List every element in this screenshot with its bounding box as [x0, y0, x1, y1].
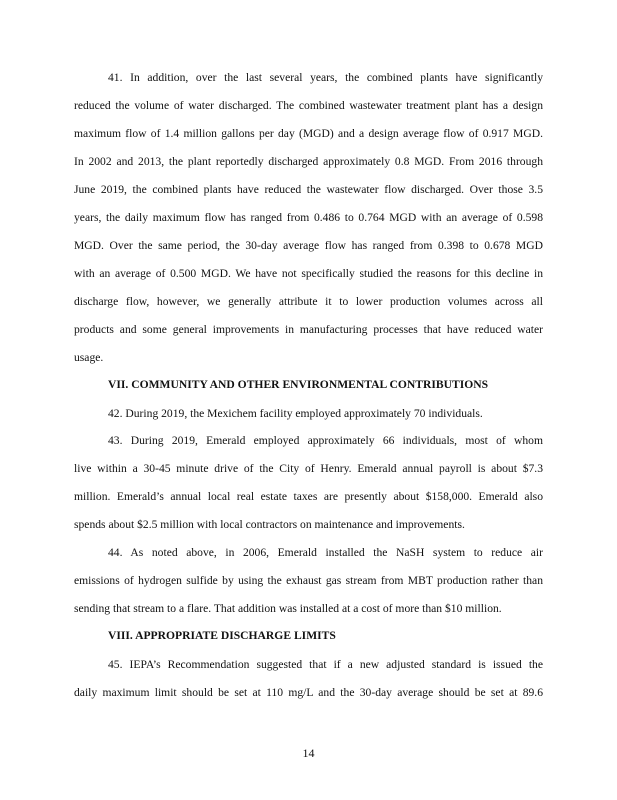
paragraph-41-line-3: maximum flow of 1.4 million gallons per day (MGD) and a design average flow of 0.917 MGD.: [74, 127, 543, 140]
paragraph-45-line-1: 45. IEPA’s Recommendation suggested that if a new adjusted standard is issued the: [108, 658, 543, 671]
paragraph-41-line-11: usage.: [74, 351, 104, 364]
paragraph-43-line-2: live within a 30-45 minute drive of the City of Henry. Emerald annual payroll is about $7.3: [74, 462, 543, 475]
paragraph-41-line-9: discharge flow, however, we generally attribute it to lower production volumes across all: [74, 295, 543, 308]
paragraph-43-line-4: spends about $2.5 million with local contractors on maintenance and improvements.: [74, 518, 465, 531]
section-heading-vii: VII. COMMUNITY AND OTHER ENVIRONMENTAL CONTRIBUTIONS: [108, 378, 489, 391]
paragraph-41-line-7: MGD. Over the same period, the 30-day average flow has ranged from 0.398 to 0.678 MGD: [74, 239, 543, 252]
paragraph-41-line-8: with an average of 0.500 MGD. We have not specifically studied the reasons for this decline in: [74, 267, 543, 280]
page-number: 14: [302, 746, 315, 760]
paragraph-41-line-10: products and some general improvements in manufacturing processes that have reduced water: [74, 323, 543, 336]
section-heading-viii: VIII. APPROPRIATE DISCHARGE LIMITS: [108, 629, 336, 642]
paragraph-44-line-1: 44. As noted above, in 2006, Emerald installed the NaSH system to reduce air: [108, 546, 543, 559]
paragraph-42: 42. During 2019, the Mexichem facility employed approximately 70 individuals.: [108, 407, 483, 420]
paragraph-44-line-3: sending that stream to a flare. That addition was installed at a cost of more than $10 million.: [74, 602, 502, 615]
paragraph-41-line-6: years, the daily maximum flow has ranged from 0.486 to 0.764 MGD with an average of 0.598: [74, 211, 543, 224]
paragraph-44-line-2: emissions of hydrogen sulfide by using the exhaust gas stream from MBT production rather than: [74, 574, 543, 587]
paragraph-41-line-2: reduced the volume of water discharged. The combined wastewater treatment plant has a design: [74, 99, 543, 112]
paragraph-45-line-2: daily maximum limit should be set at 110 mg/L and the 30-day average should be set at 89.6: [74, 686, 543, 699]
paragraph-43-line-3: million. Emerald’s annual local real estate taxes are presently about $158,000. Emerald also: [74, 490, 543, 503]
paragraph-41-line-4: In 2002 and 2013, the plant reportedly discharged approximately 0.8 MGD. From 2016 through: [74, 155, 543, 168]
paragraph-41-line-1: 41. In addition, over the last several years, the combined plants have significantly: [108, 71, 543, 84]
paragraph-43-line-1: 43. During 2019, Emerald employed approximately 66 individuals, most of whom: [108, 434, 543, 447]
paragraph-41-line-5: June 2019, the combined plants have reduced the wastewater flow discharged. Over those 3.5: [74, 183, 543, 196]
